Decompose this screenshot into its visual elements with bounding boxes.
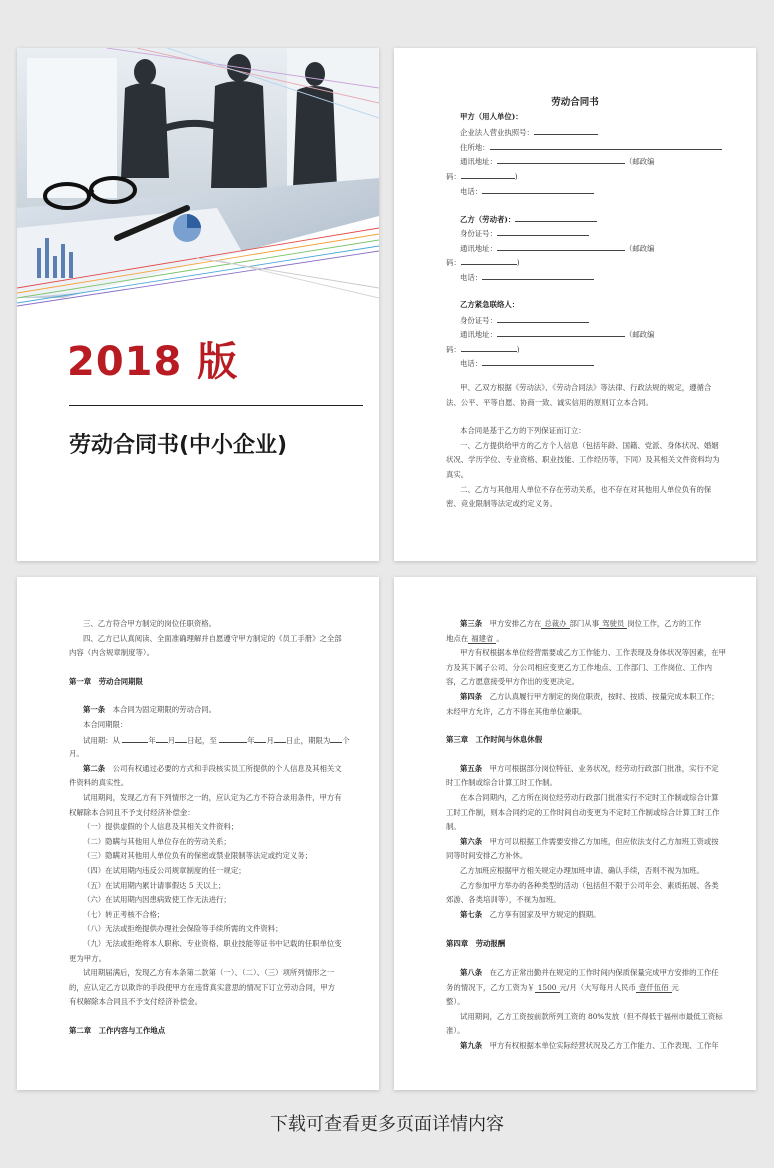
clause-item: （八）无法或拒绝提供办理社会保险等手续所需的文件资料； [83, 924, 283, 933]
probation-start-year[interactable] [122, 733, 148, 743]
text-line: 乙方加班应根据甲方相关规定办理加班申请、确认手续，否则不视为加班。 [460, 866, 704, 875]
intro-line-2: 法、公平、平等自愿、协商一致、诚实信用的原则订立本合同。 [446, 398, 653, 407]
party-a-heading: 甲方（用人单位)： [460, 112, 523, 121]
article-label: 第五条 [460, 764, 483, 773]
mail-field[interactable] [497, 327, 625, 337]
contract-page-2: 劳动合同书 甲方（用人单位)： 企业法人营业执照号： 住所地： 通讯地址： （邮政编 码： ) 电话： 乙方（劳动者)： 身份证号： 通讯地址： （邮政编 码： ) 电话： 乙方紧急联络人： 身份证号： 通讯地址： （邮政编 码： ) 电话： 甲、乙双方根据《劳动法》、《劳动合同法》等法律、行政法规的规定，遵循合 法、公平、平等自愿、协商一致、诚实信用的原则订立本合同。 本合同是基于乙方的下列保证而订立： 一、乙方提供给甲方的乙方个人信息（包括年龄、国籍、党派、身体状况、婚姻 状况、学历学位、专业资格、职业技能、工作经历等，下同）及其相关文件资料均为 真实。 二、乙方与其他用人单位不存在劳动关系，也不存在对其他用人单位负有的保 密、竞业限制等法定或约定义务。 [394, 48, 756, 561]
address-label: 住所地： [460, 143, 490, 152]
clause-item: （九）无法或拒绝将本人职称、专业资格、职业技能等证书中记载的任职单位变 [83, 939, 342, 948]
id-field[interactable] [497, 226, 589, 236]
text-line: 。 [496, 634, 504, 643]
chapter-4-heading: 第四章 劳动报酬 [446, 939, 506, 948]
postal-code-label: 码： [446, 345, 461, 354]
clause-item: （四）在试用期内违反公司规章制度的任一规定； [83, 866, 246, 875]
postal-code-field[interactable] [461, 255, 517, 265]
article-text: 甲方可以根据工作需要安排乙方加班，但应依法支付乙方加班工资或按 [489, 837, 719, 846]
year-unit: 年 [247, 736, 255, 745]
phone-field[interactable] [482, 270, 594, 280]
article-text: 本合同为固定期限的劳动合同。 [112, 705, 217, 714]
salary-amount-field[interactable]: 1500 [535, 983, 560, 993]
chapter-2-heading: 第二章 工作内容与工作地点 [69, 1026, 166, 1035]
article-text: 甲方可根据部分岗位特征、业务状况，经劳动行政部门批准，实行不定 [489, 764, 719, 773]
mail-label: 通讯地址： [460, 244, 497, 253]
article-text: 部门从事 [569, 619, 600, 628]
postal-code-label: 码： [446, 258, 461, 267]
cover-business-photo [17, 48, 379, 348]
id-label: 身份证号： [460, 229, 497, 238]
postal-code-label: 码： [446, 172, 461, 181]
article-text: 乙方认真履行甲方制定的岗位职责，按时、按质、按量完成本职工作； [489, 692, 719, 701]
article-label: 第四条 [460, 692, 483, 701]
clause-item: （五）在试用期内累计请事假达 5 天以上； [83, 881, 226, 890]
probation-start-day[interactable] [175, 733, 187, 743]
term-line: 本合同期限： [83, 720, 128, 729]
text-line: 郊游、各类培训等），不视为加班。 [446, 895, 561, 904]
article-text: 公司有权通过必要的方式和手段核实员工所提供的个人信息及其相关文 [112, 764, 342, 773]
party-b-field[interactable] [515, 212, 597, 222]
article-text: 甲方安排乙方在 [489, 619, 542, 628]
clause-item: 更为甲方。 [69, 954, 106, 963]
day-unit: 日止，期限为 [285, 736, 331, 745]
clause-item: （三）隐瞒对其他用人单位负有的保密或禁业限制等法定或约定义务； [83, 851, 313, 860]
probation-end-month[interactable] [254, 733, 266, 743]
clause-item: （二）隐瞒与其他用人单位存在的劳动关系； [83, 837, 231, 846]
guarantee-2b: 密、竞业限制等法定或约定义务。 [446, 499, 557, 508]
license-label: 企业法人营业执照号： [460, 128, 534, 137]
guarantee-1b: 状况、学历学位、专业资格、职业技能、工作经历等，下同）及其相关文件资料均为 [446, 455, 720, 464]
article-label: 第一条 [83, 705, 106, 714]
contract-page-3 [17, 577, 379, 1090]
month-count-unit: 个 [342, 736, 350, 745]
id-label: 身份证号： [460, 316, 497, 325]
phone-label: 电话： [460, 359, 483, 368]
party-b-heading: 乙方（劳动者)： [460, 215, 516, 224]
article-text: 在乙方正常出勤并在规定的工作时间内保质保量完成甲方安排的工作任 [489, 968, 719, 977]
cover-page [17, 48, 379, 561]
phone-field[interactable] [482, 184, 594, 194]
guarantee-2a: 二、乙方与其他用人单位不存在劳动关系，也不存在对其他用人单位负有的保 [460, 485, 712, 494]
text-line: 有权解除本合同且不予支付经济补偿金。 [69, 997, 203, 1006]
department-field[interactable]: 总裁办 [541, 619, 569, 629]
document-title: 劳动合同书 [551, 97, 599, 108]
probation-start-month[interactable] [156, 733, 168, 743]
month-unit: 月 [266, 736, 274, 745]
cover-title: 劳动合同书(中小企业) [69, 433, 288, 458]
postal-label: （邮政编 [624, 330, 655, 339]
text-line: 同等时间安排乙方补休。 [446, 851, 528, 860]
workplace-field[interactable]: 福建省 [468, 634, 496, 644]
article-label: 第八条 [460, 968, 483, 977]
mail-field[interactable] [497, 241, 625, 251]
address-field[interactable] [490, 140, 722, 150]
salary-words-field[interactable]: 壹仟伍佰 [636, 983, 672, 993]
article-text: 乙方享有国家及甲方规定的假期。 [489, 910, 601, 919]
contract-page-4 [394, 577, 756, 1090]
guarantee-1c: 真实。 [446, 470, 469, 479]
postal-label: （邮政编 [624, 244, 655, 253]
id-field[interactable] [497, 313, 589, 323]
text-line: 三、乙方符合甲方制定的岗位任职资格。 [83, 619, 217, 628]
cover-divider [69, 405, 363, 406]
year-unit: 年 [148, 736, 156, 745]
text-line: 地点在 [446, 634, 469, 643]
clause-item: （七）转正考核不合格； [83, 910, 165, 919]
phone-field[interactable] [482, 356, 594, 366]
text-line: 在本合同期内，乙方所在岗位经劳动行政部门批准实行不定时工作制或综合计算 [460, 793, 719, 802]
text-line: 权解除本合同且不予支付经济补偿金： [69, 808, 195, 817]
text-line: 四、乙方已认真阅读、全面准确理解并自愿遵守甲方制定的《员工手册》之全部 [83, 634, 342, 643]
license-field[interactable] [534, 125, 598, 135]
text-line: 容，乙方愿意接受甲方作出的变更决定。 [446, 677, 580, 686]
article-label: 第七条 [460, 910, 483, 919]
text-line: 试用期届满后，发现乙方有本条第二款第（一）、（二）、（三）项所列情形之一 [83, 968, 335, 977]
intro-line-1: 甲、乙双方根据《劳动法》、《劳动合同法》等法律、行政法规的规定，遵循合 [460, 383, 712, 392]
guarantee-1a: 一、乙方提供给甲方的乙方个人信息（包括年龄、国籍、党派、身体状况、婚姻 [460, 441, 719, 450]
phone-label: 电话： [460, 187, 483, 196]
chapter-1-heading: 第一章 劳动合同期限 [69, 677, 143, 686]
mail-field[interactable] [497, 154, 625, 164]
clause-item: （一）提供虚假的个人信息及其相关文件资料； [83, 822, 239, 831]
mail-label: 通讯地址： [460, 330, 497, 339]
text-line: 准）。 [446, 1026, 465, 1035]
text-line: 未经甲方允许，乙方不得在其他单位兼职。 [446, 707, 587, 716]
probation-months[interactable] [330, 733, 342, 743]
chapter-3-heading: 第三章 工作时间与休息休假 [446, 735, 543, 744]
postal-label: （邮政编 [624, 157, 655, 166]
clause-item: （六）在试用期内因患病致使工作无法进行； [83, 895, 231, 904]
mail-label: 通讯地址： [460, 157, 497, 166]
text-line: 内容（内含规章制度等）。 [69, 648, 154, 657]
download-more-link[interactable]: 下载可查看更多页面详情内容 [270, 1114, 504, 1135]
text-line: 工时工作制，则本合同约定的工作时间自动变更为不定时工作制或综合计算工时工作 [446, 808, 720, 817]
postal-code-field[interactable] [461, 169, 515, 179]
text-line: 务的情况下，乙方工资为￥ [446, 983, 535, 992]
postal-code-field[interactable] [461, 342, 517, 352]
text-line: 试用期间，发现乙方有下列情形之一的，应认定为乙方不符合录用条件，甲方有 [83, 793, 342, 802]
text-line: 的，应认定乙方以欺诈的手段使甲方在违背真实意思的情况下订立劳动合同，甲方 [69, 983, 336, 992]
article-label: 第二条 [83, 764, 106, 773]
text-line: 整）。 [446, 997, 465, 1006]
basis-line: 本合同是基于乙方的下列保证而订立： [460, 426, 586, 435]
article-text: 岗位工作，乙方的工作 [627, 619, 702, 628]
emergency-heading: 乙方紧急联络人： [460, 300, 520, 309]
text-line: 乙方参加甲方举办的各种类型的活动（包括但不限于公司年会、素质拓展、各类 [460, 881, 719, 890]
text-line: 件资料的真实性。 [69, 778, 129, 787]
text-line: 方及其下属子公司、分公司相应变更乙方工作地点、工作部门、工作岗位、工作内 [446, 663, 713, 672]
text-line: 元/月（大写每月人民币 [559, 983, 636, 992]
article-text: 甲方有权根据本单位实际经营状况及乙方工作能力、工作表现、工作年 [489, 1041, 719, 1050]
month-unit: 月 [167, 736, 176, 745]
text-line: 制。 [446, 822, 461, 831]
text-line: 时工作制或综合计算工时工作制。 [446, 778, 557, 787]
text-line: 试用期间，乙方工资按前款所列工资的 80%发放（但不得低于福州市最低工资标 [460, 1012, 723, 1021]
article-label: 第六条 [460, 837, 483, 846]
text-line: 甲方有权根据本单位经营需要或乙方工作能力、工作表现及身体状况等因素，在甲 [460, 648, 727, 657]
position-field[interactable]: 驾驶员 [599, 619, 627, 629]
text-line: 月。 [69, 749, 84, 758]
probation-end-day[interactable] [274, 733, 286, 743]
article-label: 第九条 [460, 1041, 483, 1050]
probation-end-year[interactable] [219, 733, 247, 743]
cover-year: 2018 版 [67, 339, 239, 385]
phone-label: 电话： [460, 273, 483, 282]
day-unit: 日起，至 [187, 736, 217, 745]
text-line: 元 [671, 983, 679, 992]
probation-label: 试用期：从 [83, 736, 120, 745]
article-label: 第三条 [460, 619, 483, 628]
